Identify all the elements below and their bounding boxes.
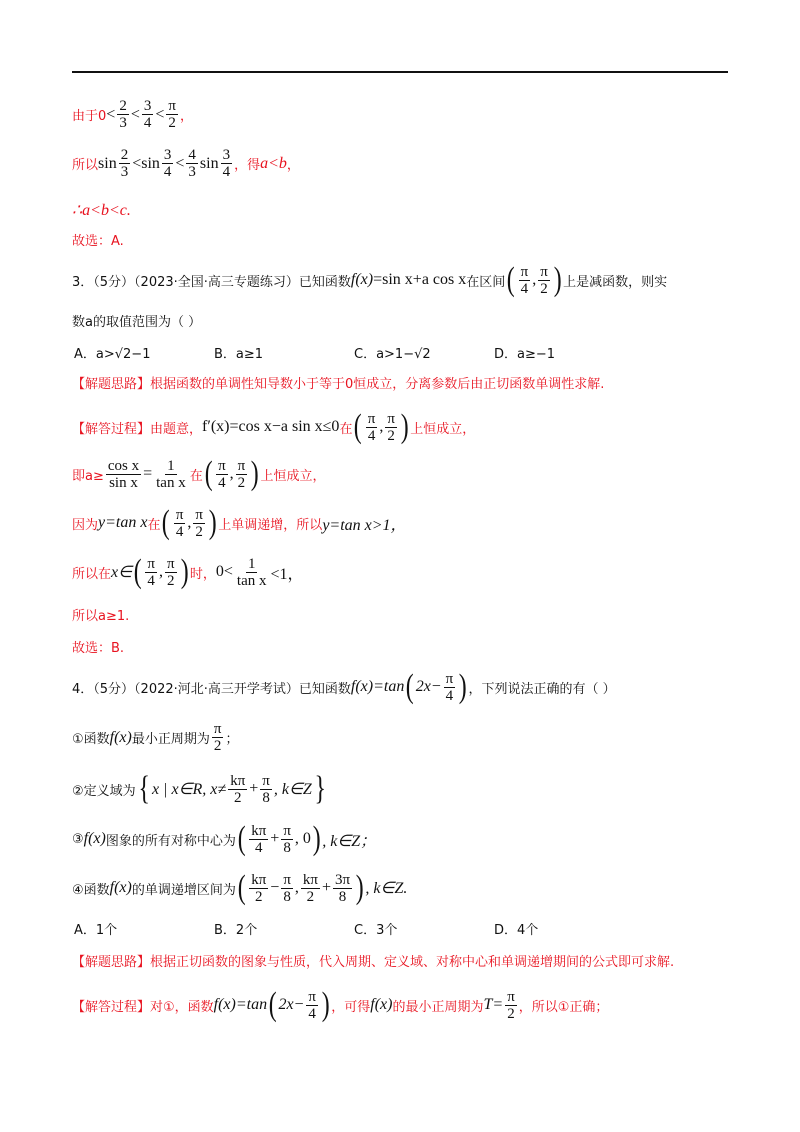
math: x | x∈R, x≠ xyxy=(151,781,227,798)
fraction: $\frac{\pi}{8}$ xyxy=(283,871,291,905)
text: 【解答过程】由题意， xyxy=(72,421,203,437)
left-paren: ( xyxy=(354,408,363,445)
text: ，可得 xyxy=(331,999,371,1015)
text: 故选：B. xyxy=(72,641,125,656)
left-paren: ( xyxy=(268,986,277,1023)
left-paren: ( xyxy=(237,869,246,906)
question-3-process-3 xyxy=(72,506,407,540)
fraction: $\frac{\pi}{2}$ xyxy=(195,506,203,540)
comma: , xyxy=(379,418,384,435)
math: f(x) xyxy=(109,728,132,746)
text: 故选：A. xyxy=(72,234,124,249)
math: f(x)=tan xyxy=(350,678,405,695)
comma: , xyxy=(229,465,234,482)
text: 在 xyxy=(339,421,353,437)
question-3-answer xyxy=(72,637,124,656)
text: ③ xyxy=(72,831,84,847)
plus: + xyxy=(321,879,331,896)
solution-answer xyxy=(72,230,124,249)
text: 上恒成立， xyxy=(260,468,326,484)
right-brace: } xyxy=(314,770,326,807)
math: , 0 xyxy=(294,830,311,847)
fraction: $\frac{3}{4}$ xyxy=(222,147,231,180)
question-4-options xyxy=(74,919,634,938)
sin: sin xyxy=(98,154,117,172)
fraction: $\frac{\pi}{4}$ xyxy=(445,670,454,704)
text: ， xyxy=(286,158,300,173)
fraction: $\frac{\pi}{2}$ xyxy=(213,721,222,754)
text: ； xyxy=(225,732,239,747)
less-than: < xyxy=(130,105,140,123)
text: 在 xyxy=(147,517,161,533)
option-c: C．3个 xyxy=(354,923,398,938)
text: 所以在 xyxy=(72,566,112,582)
question-3-process-5 xyxy=(72,605,129,624)
solution-line-2 xyxy=(72,147,300,180)
fraction: $\frac{\pi}{4}$ xyxy=(308,988,316,1022)
left-brace: { xyxy=(138,770,150,807)
right-paren: ) xyxy=(312,820,321,857)
plus: + xyxy=(249,780,259,797)
fraction: $\frac{\pi}{2}$ xyxy=(540,263,548,297)
fraction: $\frac{4}{3}$ xyxy=(188,147,196,180)
left-paren: ( xyxy=(133,553,142,590)
text: 上单调递增，所以 xyxy=(218,517,323,533)
sin: sin xyxy=(199,154,219,172)
fraction: $\frac{\pi}{2}$ xyxy=(507,988,515,1022)
text: 所以a≥1. xyxy=(72,609,130,624)
text: ，得 xyxy=(234,158,261,173)
text: 在 xyxy=(189,468,203,484)
fraction: $\frac{k\pi}{2}$ xyxy=(230,772,246,806)
text: 时， xyxy=(189,566,216,582)
fraction: $\frac{k\pi}{4}$ xyxy=(251,822,267,856)
comma: , xyxy=(532,271,537,288)
less-than: < xyxy=(175,154,185,172)
question-4-item-2 xyxy=(72,772,328,806)
question-3-idea xyxy=(72,373,604,392)
text: ④函数 xyxy=(72,882,110,898)
fraction: $\frac{2}{3}$ xyxy=(120,147,129,180)
fraction: $\frac{\pi}{4}$ xyxy=(175,506,184,540)
fraction: $\frac{3\pi}{8}$ xyxy=(335,871,351,905)
text: ，所以①正确； xyxy=(518,999,609,1015)
text: 【解答过程】对①，函数 xyxy=(72,999,214,1015)
minus: − xyxy=(270,879,280,896)
option-a: A．a>√2−1 xyxy=(74,347,151,362)
question-3-process-2 xyxy=(72,457,326,491)
text: 的单调递增区间为 xyxy=(131,882,236,898)
math: 2x− xyxy=(278,996,305,1013)
text: ， xyxy=(179,109,193,124)
header-rule xyxy=(72,71,728,73)
math: y=tan x>1， xyxy=(322,516,407,534)
right-paren: ) xyxy=(321,986,330,1023)
question-4-item-1 xyxy=(72,721,238,754)
text: 所以 xyxy=(72,158,99,173)
plus: + xyxy=(270,830,280,847)
text: 4．（5分）（2022·河北·高三开学考试）已知函数 xyxy=(72,681,351,697)
right-paren: ) xyxy=(458,668,467,705)
text: 3．（5分）（2023·全国·高三专题练习）已知函数 xyxy=(72,274,351,290)
option-a: A．1个 xyxy=(74,923,118,938)
option-d: D．4个 xyxy=(494,923,539,938)
question-3-stem xyxy=(72,263,667,297)
text: ①函数 xyxy=(72,732,110,747)
math: y=tan x xyxy=(98,514,148,531)
fraction: $\frac{\pi}{2}$ xyxy=(168,98,176,131)
right-paren: ) xyxy=(250,455,259,492)
result: a<b xyxy=(260,154,287,172)
comma: , xyxy=(187,514,192,531)
comma: , xyxy=(294,879,299,896)
text: 因为 xyxy=(72,517,99,533)
math: , k∈Z； xyxy=(322,832,377,850)
question-3-stem-line2 xyxy=(72,311,201,330)
text: 图象的所有对称中心为 xyxy=(105,833,236,849)
math: <1， xyxy=(270,565,304,583)
fraction: $\frac{\pi}{2}$ xyxy=(237,457,246,491)
fraction: $\frac{\pi}{2}$ xyxy=(166,555,175,589)
math: f(x) xyxy=(350,271,374,288)
fraction: $\frac{\pi}{4}$ xyxy=(367,410,376,444)
fraction: $\frac{k\pi}{2}$ xyxy=(251,871,267,905)
text: 上是减函数，则实 xyxy=(563,274,668,290)
math: f(x) xyxy=(83,830,106,847)
left-paren: ( xyxy=(237,820,246,857)
fraction: $\frac{\pi}{4}$ xyxy=(147,555,155,589)
text: 上恒成立， xyxy=(410,421,476,437)
right-paren: ) xyxy=(553,261,562,298)
left-paren: ( xyxy=(204,455,213,492)
less-than: < xyxy=(106,105,116,123)
text: 【解题思路】根据函数的单调性知导数小于等于0恒成立，分离参数后由正切函数单调性求解. xyxy=(72,377,605,392)
option-c: C．a>1−√2 xyxy=(354,347,431,362)
question-3-process-1 xyxy=(72,410,475,444)
text: ∴a<b<c. xyxy=(72,202,131,219)
equals: = xyxy=(143,465,153,482)
left-paren: ( xyxy=(506,261,515,298)
text: 在区间 xyxy=(466,274,506,290)
text: 【解题思路】根据正切函数的图象与性质，代入周期、定义域、对称中心和单调递增期间的公式即可求解. xyxy=(72,955,675,970)
fraction: $\frac{\pi}{2}$ xyxy=(387,410,395,444)
fraction: $\frac{2}{3}$ xyxy=(119,98,127,131)
math: =sin x+a cos x xyxy=(373,271,467,288)
fraction: $\frac{1}{\text{tan x}}$ xyxy=(236,555,267,589)
math: 0< xyxy=(215,563,233,580)
fraction: $\frac{k\pi}{2}$ xyxy=(302,871,318,905)
fraction: $\frac{\text{cos x}}{\text{sin x}}$ xyxy=(107,457,140,491)
question-3-options xyxy=(74,343,634,362)
less-than: < xyxy=(132,154,142,172)
math: x∈ xyxy=(111,564,133,581)
fraction: $\frac{\pi}{4}$ xyxy=(218,457,226,491)
math: f(x)=tan xyxy=(213,996,268,1013)
option-b: B．a≥1 xyxy=(214,347,264,362)
fraction: $\frac{1}{\text{tan x}}$ xyxy=(156,457,186,491)
text: 即a≥ xyxy=(72,468,104,484)
text: ，下列说法正确的有（ ） xyxy=(468,681,616,697)
question-4-idea xyxy=(72,951,674,970)
text: ②定义域为 xyxy=(72,783,136,799)
right-paren: ) xyxy=(208,504,217,541)
question-4-item-3 xyxy=(72,822,376,856)
fraction: $\frac{\pi}{8}$ xyxy=(283,822,291,856)
math: f′(x)=cos x−a sin x≤0 xyxy=(202,418,340,435)
left-paren: ( xyxy=(406,668,414,705)
question-4-process-1 xyxy=(72,988,608,1022)
fraction: $\frac{3}{4}$ xyxy=(163,147,172,180)
right-paren: ) xyxy=(400,408,409,445)
math: , k∈Z. xyxy=(365,880,408,897)
text: 的最小正周期为 xyxy=(392,999,484,1015)
fraction: $\frac{3}{4}$ xyxy=(143,98,152,131)
question-4-stem xyxy=(72,670,616,704)
option-d: D．a≥−1 xyxy=(494,347,556,362)
less-than: < xyxy=(155,105,165,123)
fraction: $\frac{\pi}{8}$ xyxy=(262,772,270,806)
text: 由于0 xyxy=(72,109,107,124)
question-3-process-4 xyxy=(72,555,304,589)
fraction: $\frac{\pi}{4}$ xyxy=(520,263,529,297)
math: f(x) xyxy=(109,879,132,896)
text: 最小正周期为 xyxy=(131,732,210,747)
left-paren: ( xyxy=(162,504,171,541)
right-paren: ) xyxy=(355,869,364,906)
sin: sin xyxy=(141,154,160,172)
comma: , xyxy=(158,563,163,580)
text: 数a的取值范围为（ ） xyxy=(72,315,202,330)
math: , k∈Z xyxy=(273,781,312,798)
solution-line-1 xyxy=(72,98,193,131)
math: T= xyxy=(483,996,504,1013)
option-b: B．2个 xyxy=(214,923,258,938)
math: f(x) xyxy=(370,996,393,1013)
solution-line-3 xyxy=(72,200,131,220)
question-4-item-4 xyxy=(72,871,407,905)
right-paren: ) xyxy=(180,553,189,590)
math: 2x− xyxy=(415,678,442,695)
